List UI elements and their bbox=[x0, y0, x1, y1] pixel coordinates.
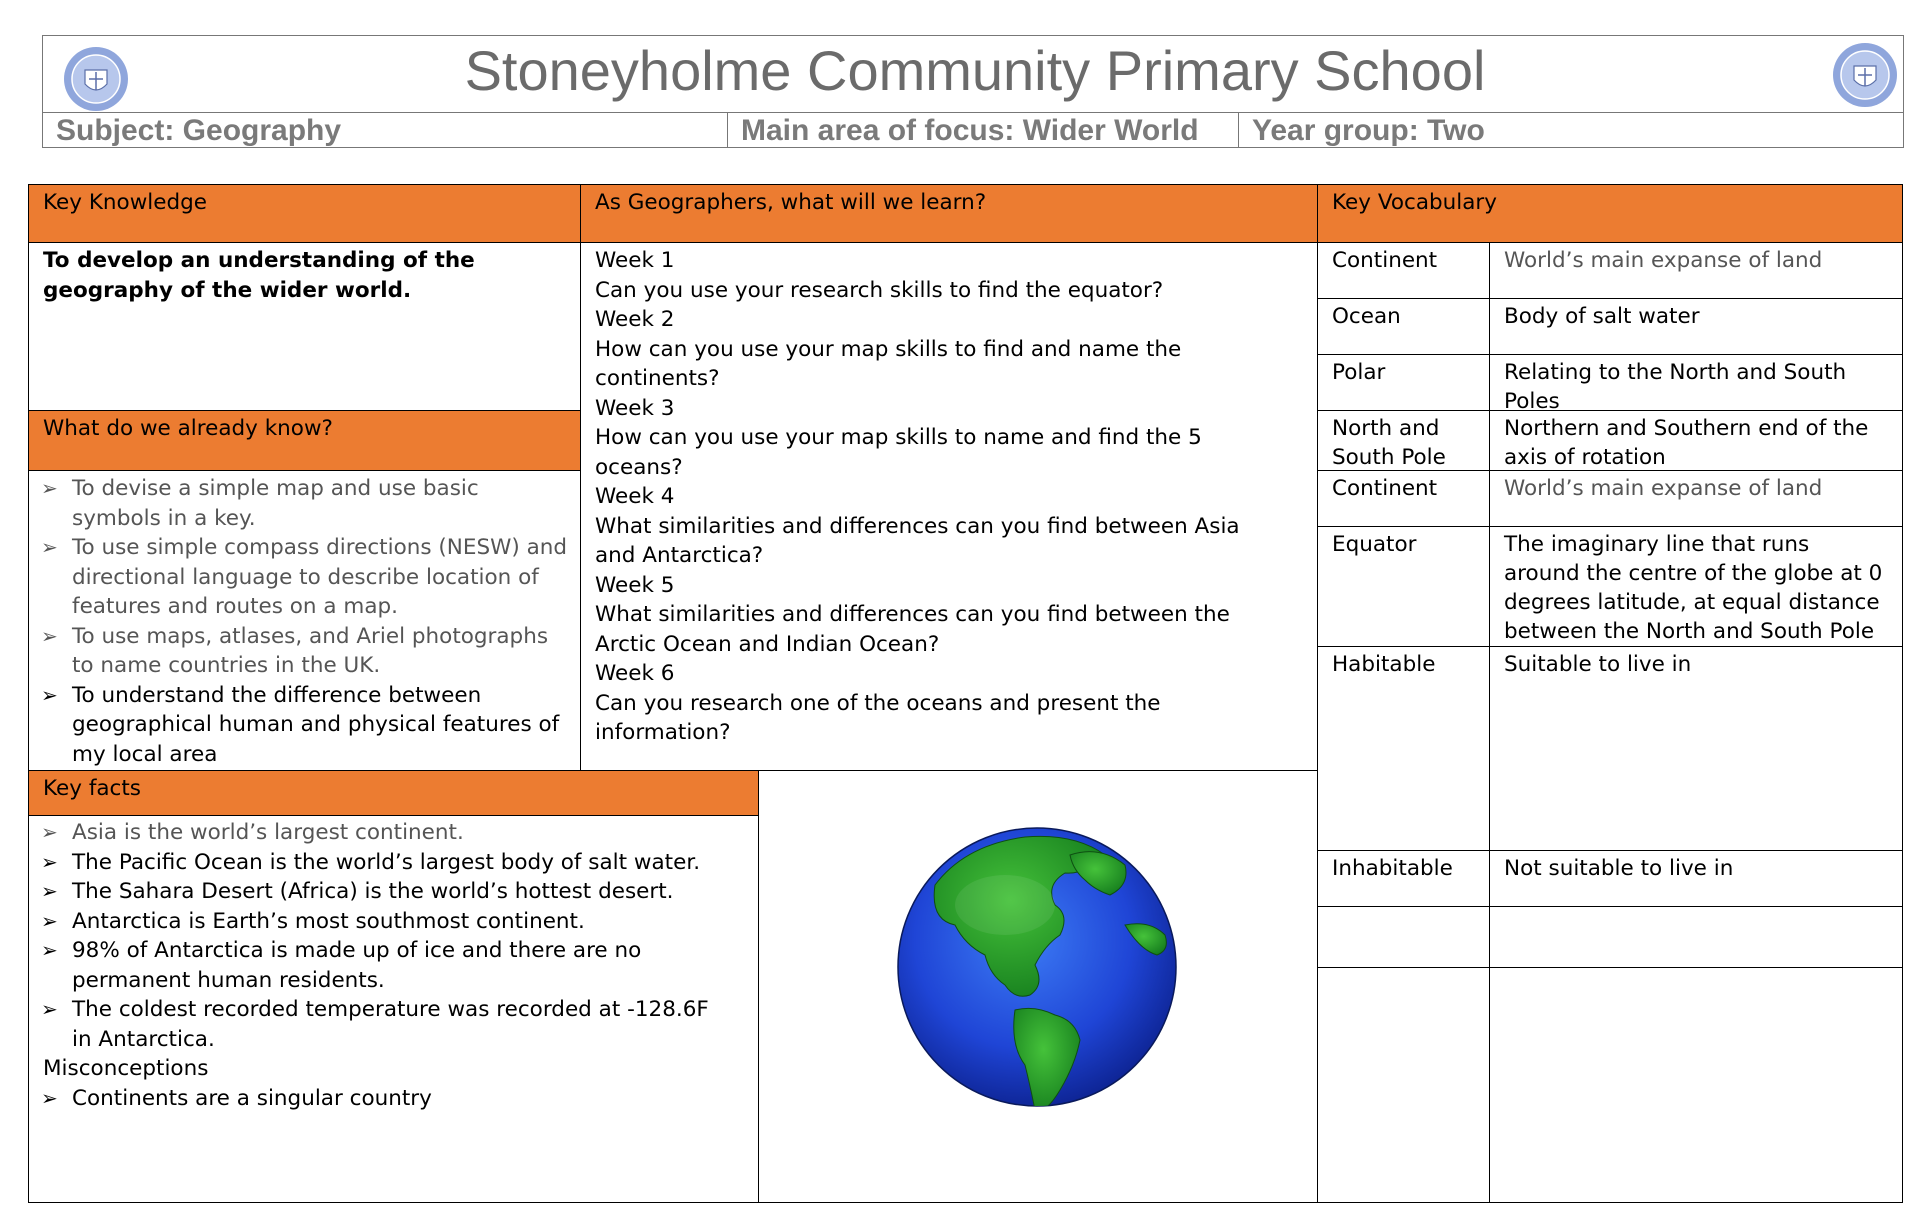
globe-image bbox=[895, 825, 1180, 1110]
grid-bottom bbox=[28, 1202, 1903, 1203]
learn-weeks-list bbox=[595, 246, 1295, 748]
vocab-line-5 bbox=[1317, 526, 1903, 527]
header-row-bottom bbox=[28, 242, 1903, 243]
week-label: Week 1 bbox=[595, 248, 675, 273]
week-question: How can you use your map skills to find and name the continents? bbox=[595, 336, 1182, 391]
list-item: ➢ The coldest recorded temperature was recorded at -128.6F in Antarctica. bbox=[41, 997, 709, 1052]
misconceptions-list bbox=[29, 1084, 754, 1114]
week-label: Week 6 bbox=[595, 661, 675, 686]
vocab-definition: Relating to the North and South Poles bbox=[1504, 360, 1847, 414]
vocab-definition: Body of salt water bbox=[1504, 304, 1700, 329]
grid-right bbox=[1902, 184, 1903, 1203]
arrow-bullet-icon: ➢ bbox=[41, 1085, 58, 1110]
arrow-bullet-icon: ➢ bbox=[41, 535, 58, 559]
vocab-line-1 bbox=[1317, 298, 1903, 299]
header-divider bbox=[42, 112, 1904, 113]
already-know-heading: What do we already know? bbox=[43, 416, 333, 441]
learn-heading: As Geographers, what will we learn? bbox=[595, 190, 987, 215]
week-question: Can you research one of the oceans and present the information? bbox=[595, 690, 1161, 745]
already-know-list bbox=[29, 474, 574, 769]
vocab-term: Continent bbox=[1332, 476, 1438, 501]
week-label: Week 5 bbox=[595, 572, 675, 598]
list-item: ➢ To devise a simple map and use basic symbols in a key. bbox=[41, 476, 479, 531]
vocab-definition: Suitable to live in bbox=[1504, 652, 1692, 677]
list-item: ➢ To understand the difference between geographical human and physical features of my local area bbox=[41, 682, 560, 767]
key-facts-header-bottom bbox=[28, 815, 758, 816]
vocab-definition: World’s main expanse of land bbox=[1504, 476, 1823, 501]
header-col-divider-1 bbox=[727, 112, 728, 148]
arrow-bullet-icon: ➢ bbox=[41, 849, 58, 874]
arrow-bullet-icon: ➢ bbox=[41, 820, 58, 844]
vocab-line-6 bbox=[1317, 646, 1903, 647]
arrow-bullet-icon: ➢ bbox=[41, 623, 58, 648]
grid-top bbox=[28, 184, 1903, 185]
vocab-term: Polar bbox=[1332, 360, 1386, 385]
key-knowledge-heading: Key Knowledge bbox=[43, 190, 208, 215]
school-name-title: Stoneyholme Community Primary School bbox=[464, 39, 1486, 102]
list-item: ➢ Continents are a singular country bbox=[29, 1084, 754, 1114]
year-label: Year group: Two bbox=[1252, 114, 1485, 147]
arrow-bullet-icon: ➢ bbox=[41, 938, 58, 962]
list-item: ➢ 98% of Antarctica is made up of ice and there are no permanent human residents. bbox=[41, 938, 642, 993]
key-facts-heading: Key facts bbox=[43, 776, 142, 801]
arrow-bullet-icon: ➢ bbox=[41, 997, 58, 1021]
arrow-bullet-icon: ➢ bbox=[41, 908, 58, 933]
week-label: Week 3 bbox=[595, 395, 675, 421]
col-divider-2 bbox=[1317, 184, 1318, 1203]
week-label: Week 2 bbox=[595, 307, 675, 332]
week-question: Can you use your research skills to find the equator? bbox=[595, 277, 1164, 303]
header-col-divider-2 bbox=[1238, 112, 1239, 148]
vocab-term: Ocean bbox=[1332, 304, 1401, 329]
already-know-bottom-line bbox=[28, 470, 580, 471]
list-item: ➢ The Pacific Ocean is the world’s largest body of salt water. bbox=[29, 848, 754, 878]
already-know-top bbox=[28, 410, 580, 411]
week-question: What similarities and differences can you find between Asia and Antarctica? bbox=[595, 513, 1240, 568]
key-facts-body bbox=[29, 818, 754, 1113]
key-facts-list bbox=[29, 818, 754, 1054]
arrow-bullet-icon: ➢ bbox=[41, 879, 58, 903]
list-item: ➢ To use simple compass directions (NESW) and directional language to describe location of features and routes on a map. bbox=[41, 535, 568, 619]
vocab-term: North and South Pole bbox=[1332, 416, 1446, 470]
vocab-heading: Key Vocabulary bbox=[1332, 190, 1497, 215]
vocab-definition: Not suitable to live in bbox=[1504, 856, 1734, 881]
misconceptions-label: Misconceptions bbox=[43, 1056, 209, 1081]
week-question: What similarities and differences can you find between the Arctic Ocean and Indian Ocean? bbox=[595, 602, 1230, 657]
globe-cell-left bbox=[758, 770, 759, 1203]
arrow-bullet-icon: ➢ bbox=[41, 682, 58, 707]
vocab-term: Inhabitable bbox=[1332, 856, 1453, 881]
vocab-col-divider bbox=[1489, 242, 1490, 1203]
vocab-line-9 bbox=[1317, 967, 1903, 968]
col-divider-1 bbox=[580, 184, 581, 770]
arrow-bullet-icon: ➢ bbox=[41, 476, 58, 500]
vocab-definition: World’s main expanse of land bbox=[1504, 248, 1823, 273]
vocab-definition: Northern and Southern end of the axis of rotation bbox=[1504, 416, 1869, 470]
vocab-line-2 bbox=[1317, 354, 1903, 355]
list-item: ➢ The Sahara Desert (Africa) is the world’s hottest desert. bbox=[29, 877, 754, 907]
list-item: ➢ Antarctica is Earth’s most southmost continent. bbox=[29, 907, 754, 937]
week-label: Week 4 bbox=[595, 484, 675, 509]
vocab-line-7 bbox=[1317, 850, 1903, 851]
focus-label: Main area of focus: Wider World bbox=[741, 114, 1199, 147]
vocab-line-8 bbox=[1317, 906, 1903, 907]
key-facts-top bbox=[28, 770, 1317, 771]
key-knowledge-text: To develop an understanding of the geography of the wider world. bbox=[43, 248, 475, 303]
vocab-term: Habitable bbox=[1332, 652, 1436, 677]
week-question: How can you use your map skills to name and find the 5 oceans? bbox=[595, 425, 1202, 480]
vocab-definition: The imaginary line that runs around the centre of the globe at 0 degrees latitude, at equal distance between the North and South Pole bbox=[1504, 532, 1883, 644]
list-item: ➢ To use maps, atlases, and Ariel photographs to name countries in the UK. bbox=[41, 623, 549, 678]
school-logo-left bbox=[63, 46, 129, 112]
subject-label: Subject: Geography bbox=[56, 114, 342, 147]
list-item: ➢ Asia is the world’s largest continent. bbox=[29, 818, 754, 848]
school-logo-right bbox=[1832, 42, 1898, 108]
vocab-term: Equator bbox=[1332, 532, 1417, 557]
vocab-term: Continent bbox=[1332, 248, 1438, 273]
